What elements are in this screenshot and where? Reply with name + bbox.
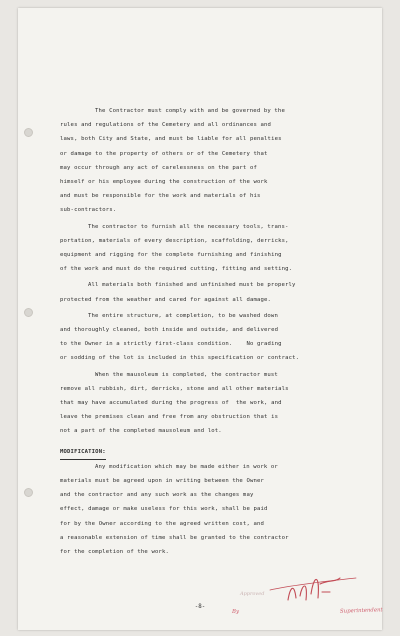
approved-stamp: Approved — [240, 591, 265, 597]
text-line: for by the Owner according to the agreed written cost, and — [60, 520, 265, 527]
text-line: or damage to the property of others or of the Cemetery that — [60, 150, 268, 157]
text-line: that may have accumulated during the progress of the work, and — [60, 400, 282, 407]
text-line: materials must be agreed upon in writing between the Owner — [60, 478, 265, 485]
text-line: or sodding of the lot is included in this specification or contract. — [60, 355, 300, 362]
signature-ink — [18, 8, 382, 630]
text-line: leave the premises clean and free from any obstruction that is — [60, 414, 279, 421]
text-line: and must be responsible for the work and materials of his — [60, 193, 261, 200]
text-line: and the contractor and any such work as the changes may — [60, 492, 254, 499]
text-line: and thoroughly cleaned, both inside and outside, and delivered — [60, 327, 279, 334]
text-line: of the work and must do the required cutting, fitting and setting. — [60, 266, 293, 273]
text-line: not a part of the completed mausoleum and lot. — [60, 428, 222, 435]
section-heading: MODIFICATION: — [60, 445, 106, 460]
text-line: laws, both City and State, and must be liable for all penalties — [60, 136, 282, 143]
document-page — [18, 8, 382, 630]
text-line: When the mausoleum is completed, the contractor must — [95, 371, 278, 378]
text-line: sub-contractors. — [60, 207, 117, 214]
text-line: himself or his employee during the construction of the work — [60, 179, 268, 186]
text-line: effect, damage or make useless for this work, shall be paid — [60, 506, 268, 513]
text-line: portation, materials of every description, scaffolding, derricks, — [60, 237, 289, 244]
text-line: protected from the weather and cared for against all damage. — [60, 296, 272, 303]
text-line: may occur through any act of carelessness on the part of — [60, 164, 257, 171]
text-line: All materials both finished and unfinished must be properly — [88, 282, 296, 289]
by-stamp: By — [232, 609, 240, 615]
superintendent-stamp: Superintendent — [339, 607, 383, 615]
text-line: to the Owner in a strictly first-class condition. No grading — [60, 341, 282, 348]
text-line: The contractor to furnish all the necessary tools, trans- — [88, 223, 289, 230]
text-line: rules and regulations of the Cemetery and all ordinances and — [60, 122, 272, 129]
text-line: Any modification which may be made either in work or — [95, 463, 278, 470]
text-line: for the completion of the work. — [60, 549, 170, 556]
text-line: a reasonable extension of time shall be granted to the contractor — [60, 534, 289, 541]
text-line: The entire structure, at completion, to be washed down — [88, 312, 278, 319]
text-line: The Contractor must comply with and be governed by the — [95, 108, 285, 114]
page-number: -8- — [194, 604, 206, 610]
text-line: equipment and rigging for the complete furnishing and finishing — [60, 252, 282, 259]
text-line: remove all rubbish, dirt, derricks, stone and all other materials — [60, 385, 289, 392]
